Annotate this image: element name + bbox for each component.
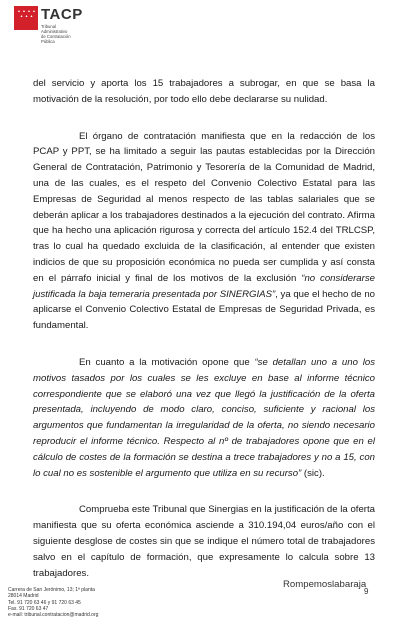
address-city: 28014 Madrid — [8, 593, 39, 600]
logo-acronym: TACP — [41, 6, 83, 23]
phone-numbers: Tel. 91 720 63 46 y 91 720 63 45 — [8, 599, 81, 606]
footer-address — [8, 587, 168, 618]
paragraph-2: El órgano de contratación manifiesta que en la redacción de los PCAP y PPT, se ha limitado a seguir las pautas establecidas por la Dirección General de Contratación, Patrimonio y Tesorería de la Comunidad de Madrid, una de las cuales, es el respeto del Convenio Colectivo Estatal para las Empresas de Seguridad al menos respecto de las tablas salariales que se deberán aplicar a los trabajadores destinados a la ejecución del contrato. Afirma que ha hecho una aplicación rigurosa y correcta del artículo 152.4 del TRLCSP, tras lo cual ha quedado excluida de la clasificación, al entender que existen indicios de que su proposición económica no pueda ser cumplida y así consta en el párrafo inicial y final de los motivos de la exclusión “no considerarse justificada la baja temeraria presentada por SINERGIAS”, ya que el hecho de no aplicarse el Convenio Colectivo Estatal de Empresas de Seguridad Privada, es fundamental. — [33, 130, 375, 332]
paragraph-3: En cuanto a la motivación opone que “se detallan uno a uno los motivos tasados por los cuales se les excluye en base al informe técnico correspondiente que se elaboró una vez que llegó la justificación de la oferta presentada, incluyendo de modo claro, conciso, suficiente y racional los argumentos que fundamentan la irregularidad de la oferta, no siendo necesario reproducir el informe técnico. Respecto al nº de trabajadores opone que en el cálculo de costes de la formación se destina a trece trabajadores y no a 15, con lo cual no es sostenible el argumento que utiliza en su recurso” (sic). — [33, 356, 376, 479]
fax-number: Fax. 91 720 63 47 — [8, 605, 49, 612]
document-body — [33, 76, 375, 581]
signature-mark: Rompemoslabaraja — [283, 579, 367, 590]
address-street: Carrera de San Jerónimo, 13; 1ª planta — [8, 587, 95, 593]
page-number: 9 — [364, 587, 369, 596]
comunidad-madrid-emblem — [14, 6, 38, 30]
tribunal-logo — [14, 6, 124, 52]
logo-subtitle: Tribunal Administrativo de Contratación Pública — [41, 24, 71, 44]
email-address: e-mail: tribunal.contratacion@madrid.org — [8, 612, 99, 619]
paragraph-1: del servicio y aporta los 15 trabajadores a subrogar, en que se basa la motivación de la resolución, por todo ello debe declararse su nulidad. — [33, 78, 375, 105]
paragraph-4: Comprueba este Tribunal que Sinergias en la justificación de la oferta manifiesta que su oferta económica asciende a 310.194,04 euros/año con el siguiente desglose de costes sin que se indique el número total de trabajadores salvo en el capítulo de formación, que expresamente lo calcula sobre 13 trabajadores. — [33, 504, 375, 579]
